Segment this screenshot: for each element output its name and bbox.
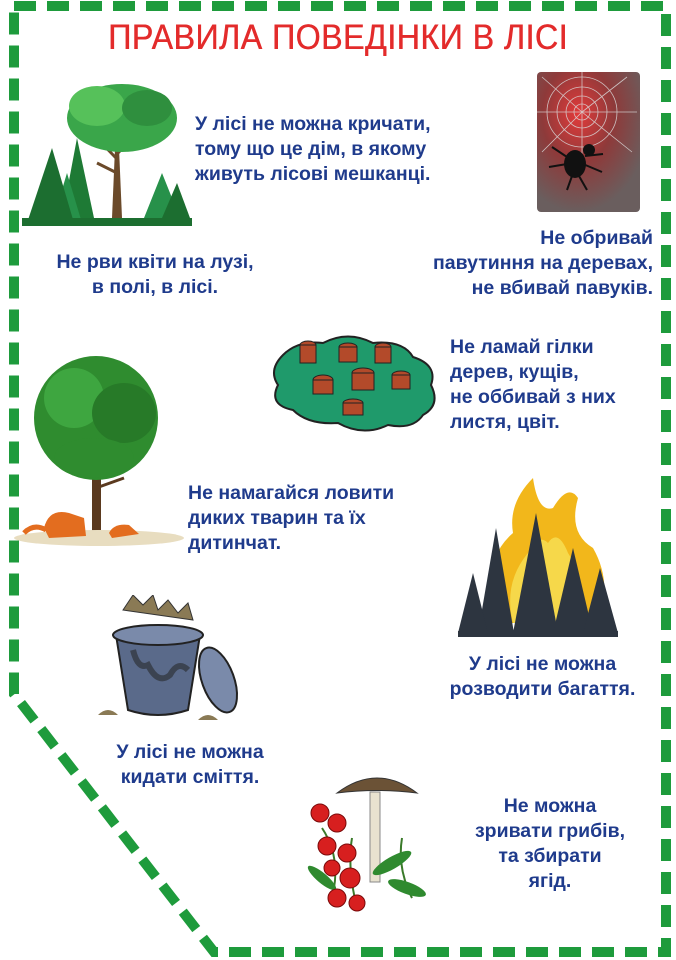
spider-web-icon — [537, 72, 640, 212]
mushroom-berries-icon — [302, 768, 437, 918]
rule-no-breaking-branches: Не ламай гілки дерев, кущів, не оббивай з них листя, цвіт. — [450, 336, 616, 433]
rule-no-catching-animals: Не намагайся ловити диких тварин та їх дитинчат. — [188, 482, 395, 554]
rule-no-picking-flowers: Не рви квіти на лузі, в полі, в лісі. — [56, 251, 254, 298]
tree-stumps-icon — [263, 325, 443, 440]
forest-tree-icon — [22, 78, 192, 228]
page-title: ПРАВИЛА ПОВЕДІНКИ В ЛІСІ — [108, 18, 568, 57]
rule-no-campfires: У лісі не можна розводити багаття. — [449, 653, 636, 700]
rule-no-shouting: У лісі не можна кричати, тому що це дім, в якому живуть лісові мешканці. — [195, 113, 431, 185]
tree-fox-icon — [14, 338, 184, 553]
forest-fire-icon — [458, 473, 618, 638]
rule-no-picking-mushrooms: Не можна зривати грибів, та збирати ягід. — [474, 795, 625, 892]
rule-no-littering: У лісі не можна кидати сміття. — [116, 741, 264, 788]
rule-no-tearing-webs: Не обривай павутиння на деревах, не вбивай павуків. — [433, 227, 653, 299]
trash-can-icon — [98, 595, 248, 725]
